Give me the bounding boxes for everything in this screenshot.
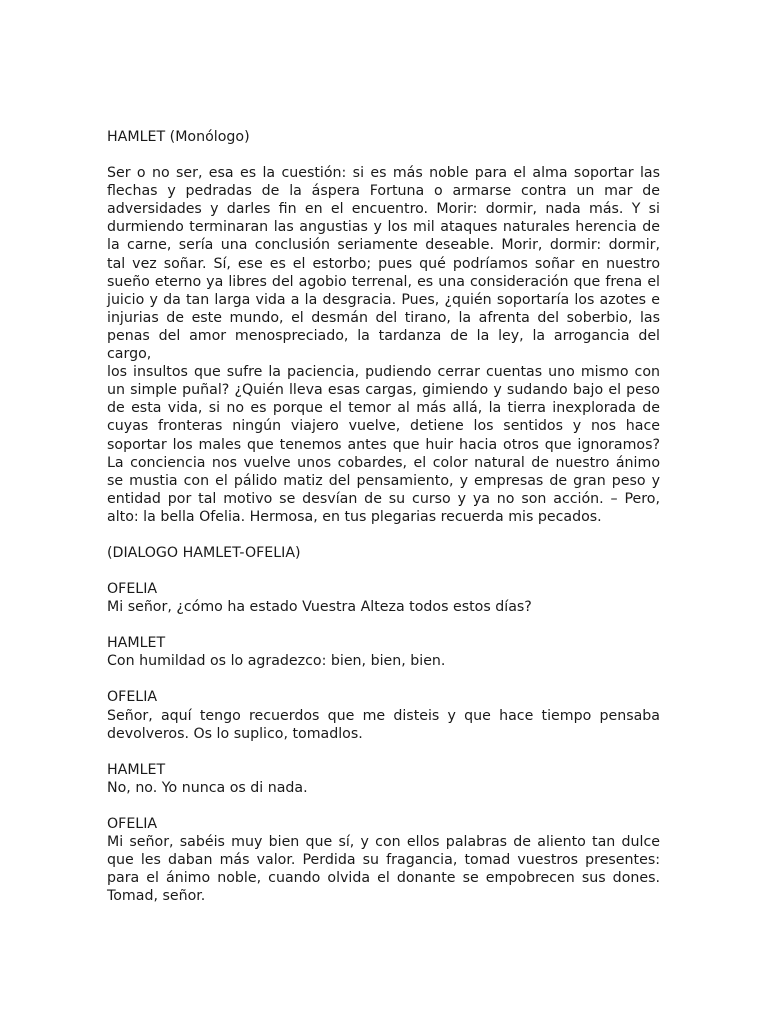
dialogue-entry [107, 761, 660, 797]
monologue-line: un simple puñal? ¿Quién lleva esas cargas, gimiendo y sudando bajo el peso [107, 382, 660, 399]
dialogue-line: Con humildad os lo agradezco: bien, bien, bien. [107, 653, 446, 670]
dialogue-heading: (DIALOGO HAMLET-OFELIA) [107, 544, 301, 561]
speaker-name: OFELIA [107, 689, 158, 706]
dialogue-entry [107, 580, 660, 616]
speaker-name: HAMLET [107, 635, 166, 652]
monologue-line: soportar los males que tenemos antes que huir hacia otros que ignoramos? [107, 436, 660, 453]
monologue-line: los insultos que sufre la paciencia, pudiendo cerrar cuentas uno mismo con [107, 364, 660, 381]
monologue-line: se mustia con el pálido matiz del pensamiento, y empresas de gran peso y [107, 472, 660, 489]
monologue-line: sueño eterno ya libres del agobio terrenal, es una consideración que frena el [107, 273, 660, 290]
dialogue-line: Señor, aquí tengo recuerdos que me disteis y que hace tiempo pensaba [107, 707, 660, 724]
dialogue-line: Mi señor, sabéis muy bien que sí, y con ellos palabras de aliento tan dulce [107, 834, 660, 850]
monologue-line: entidad por tal motivo se desvían de su curso y ya no son acción. – Pero, [107, 490, 660, 507]
speaker-name: OFELIA [107, 815, 158, 832]
dialogue-line: devolveros. Os lo suplico, tomadlos. [107, 725, 363, 742]
dialogue-line: Mi señor, ¿cómo ha estado Vuestra Alteza todos estos días? [107, 599, 532, 616]
monologue-line: tal vez soñar. Sí, ese es el estorbo; pues qué podríamos soñar en nuestro [107, 255, 660, 272]
dialogue-line: para el ánimo noble, cuando olvida el donante se empobrecen sus dones. [107, 870, 660, 887]
monologue-line: Ser o no ser, esa es la cuestión: si es más noble para el alma soportar las [107, 165, 660, 182]
monologue-line: adversidades y darles fin en el encuentro. Morir: dormir, nada más. Y si [107, 201, 660, 218]
monologue-line: flechas y pedradas de la áspera Fortuna o armarse contra un mar de [107, 183, 660, 200]
monologue-line: juicio y da tan larga vida a la desgracia. Pues, ¿quién soportaría los azotes e [107, 291, 660, 308]
monologue-line: cuyas fronteras ningún viajero vuelve, detiene los sentidos y nos hace [107, 418, 660, 435]
monologue-line: de esta vida, si no es porque el temor al más allá, la tierra inexplorada de [107, 400, 660, 417]
monologue-line: alto: la bella Ofelia. Hermosa, en tus plegarias recuerda mis pecados. [107, 508, 602, 525]
speaker-name: OFELIA [107, 581, 158, 598]
dialogue-line: No, no. Yo nunca os di nada. [107, 779, 308, 796]
document-title: HAMLET (Monólogo) [107, 129, 250, 145]
monologue-line: La conciencia nos vuelve unos cobardes, el color natural de nuestro ánimo [107, 454, 660, 471]
speaker-name: HAMLET [107, 761, 166, 778]
monologue-line: la carne, sería una conclusión seriamente deseable. Morir, dormir: dormir, [107, 237, 660, 254]
monologue-line: penas del amor menospreciado, la tardanza de la ley, la arrogancia del cargo, [107, 327, 660, 363]
dialogue-entry [107, 634, 660, 670]
monologue-line: durmiendo terminaran las angustias y los mil ataques naturales herencia de [107, 219, 660, 236]
monologue-line: injurias de este mundo, el desmán del tirano, la afrenta del soberbio, las [107, 309, 660, 326]
dialogue-entry [107, 815, 660, 905]
document-page [107, 128, 660, 923]
dialogue-line: que les daban más valor. Perdida su fragancia, tomad vuestros presentes: [107, 852, 660, 869]
monologue-paragraph [107, 164, 660, 526]
dialogue-line: Tomad, señor. [107, 888, 206, 905]
dialogue-entry [107, 688, 660, 742]
